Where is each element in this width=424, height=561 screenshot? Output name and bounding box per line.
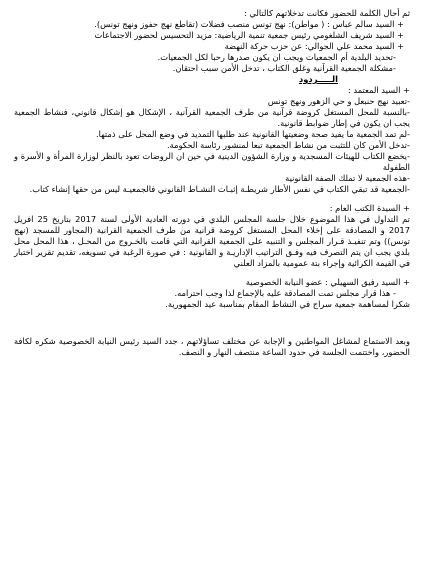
prosecutor-point: شكرا لمساهمة جمعية سراج في النشاط المقام بمناسبة عيد الجمهورية. [165, 299, 410, 309]
secretary-paragraph: تم التداول في هذا الموضوع خلال جلسة المجلس البلدي في دورته العادية الأولى لسنة 2017 بتاريخ 25 افريل 2017 و المصادقة على إخلاء المحل المستغل كروضة قرانية من طرف الجمعية القرانية (المجاور للمسجد (نهج تونس)) وتم تنفيـذ قـرار المجلس و التنبيه على الجمعية القرانية التي قامت بالخـروج من المحـل ، هذا المحل محل بلدي يجب ان يتم التصرف فيه وفـق التراتيب الإداريـة و القانونية : في صورة الرغبة في تسويغه، تقديم تقرير اختبار في القيمة الكرائية وإجراء بتة عمومية بالمزاد العلني [14, 214, 410, 268]
speaker-item: + السيد محمد علي الجوالي: عن حزب حركة النهضة [224, 41, 404, 51]
closing-paragraph: وبعد الاستماع لمشاغل المواطنين و الإجابة عن مختلف تساؤلاتهم ، جدد السيد رئيس النيابة الخصوصية شكره لكافة الحضور، واختتمت الجلسة في حدود الساعة منتصف النهار و النصف. [14, 336, 410, 357]
delegate-point: -تدخل الأمن كان للتثبت من نشاط الجمعية تبعا لمنشور رئاسة الحكومة. [166, 140, 410, 150]
party-point: -مشكلة الجمعية القرآنية وغلق الكتاب ، تدخل الأمن سبب احتقان. [172, 63, 396, 73]
speakers-list [14, 19, 410, 52]
prosecutor-points [14, 288, 410, 310]
delegate-point: -يخضع الكتاب للهيئات المسجدية و وزارة الشؤون الدينية في حين ان الروضات تعود بالنظر لوزارة المرأة و الأسرة و الطفولة [14, 151, 410, 172]
intro-line: ثم أحال الكلمة للحضور فكانت تدخلاتهم كالتالي : [243, 8, 410, 18]
delegate-point: -بالنسبة للمحل المستغل كروضة قرآنية من طرف الجمعية القرآنية ، الإشكال هو إشكال قانوني، فنشاط الجمعية يجب ان يكون في إطار ضوابط قانونية. [14, 107, 410, 128]
speaker-item: + السيد سالم عباس : ( مواطن): نهج تونس منصب فضلات (تقاطع نهج حفوز ونهج تونس). [94, 19, 404, 29]
delegate-point: -تعبيد نهج حنبعل و حي الزهور ونهج تونس [267, 96, 410, 106]
party-point: -تحديد البلدية أم الجمعيات ويجب ان يكون صدرها رحبا لكل الجمعيات. [157, 52, 396, 62]
speaker-item: + السيد شريف الشلغومي رئيس جمعية تنمية الرياضية: مزيد التحسيس لحضور الاجتماعات [94, 30, 404, 40]
prosecutor-point: - هذا قرار مجلس تمت المصادقة عليه بالإجماع لذا وجب احترامه. [174, 288, 396, 298]
delegate-points [14, 96, 410, 195]
delegate-point: -لم تمد الجمعية ما يفيد صحة وضعيتها القانونية عند طلبها التمديد في وضع المحل على ذمتها. [95, 129, 410, 139]
delegate-point: -الجمعية قد تبقي الكتاب في نفس الأطار شريطـة إثبـات النشـاط القانوني فالجمعيـة ليس من حقها إنشاء كتاب. [29, 184, 410, 194]
secretary-label: + السيدة الكتب العام : [329, 203, 410, 213]
replies-heading: الـــــردود [299, 74, 338, 84]
party-points [14, 52, 410, 74]
delegate-point: -هذه الجمعية لا تملك الصفة القانونية [285, 173, 410, 183]
delegate-label: + السيد المعتمد : [347, 85, 410, 95]
prosecutor-label: + السيد رفيق السهيلي : عضو النيابة الخصوصية [245, 277, 410, 287]
